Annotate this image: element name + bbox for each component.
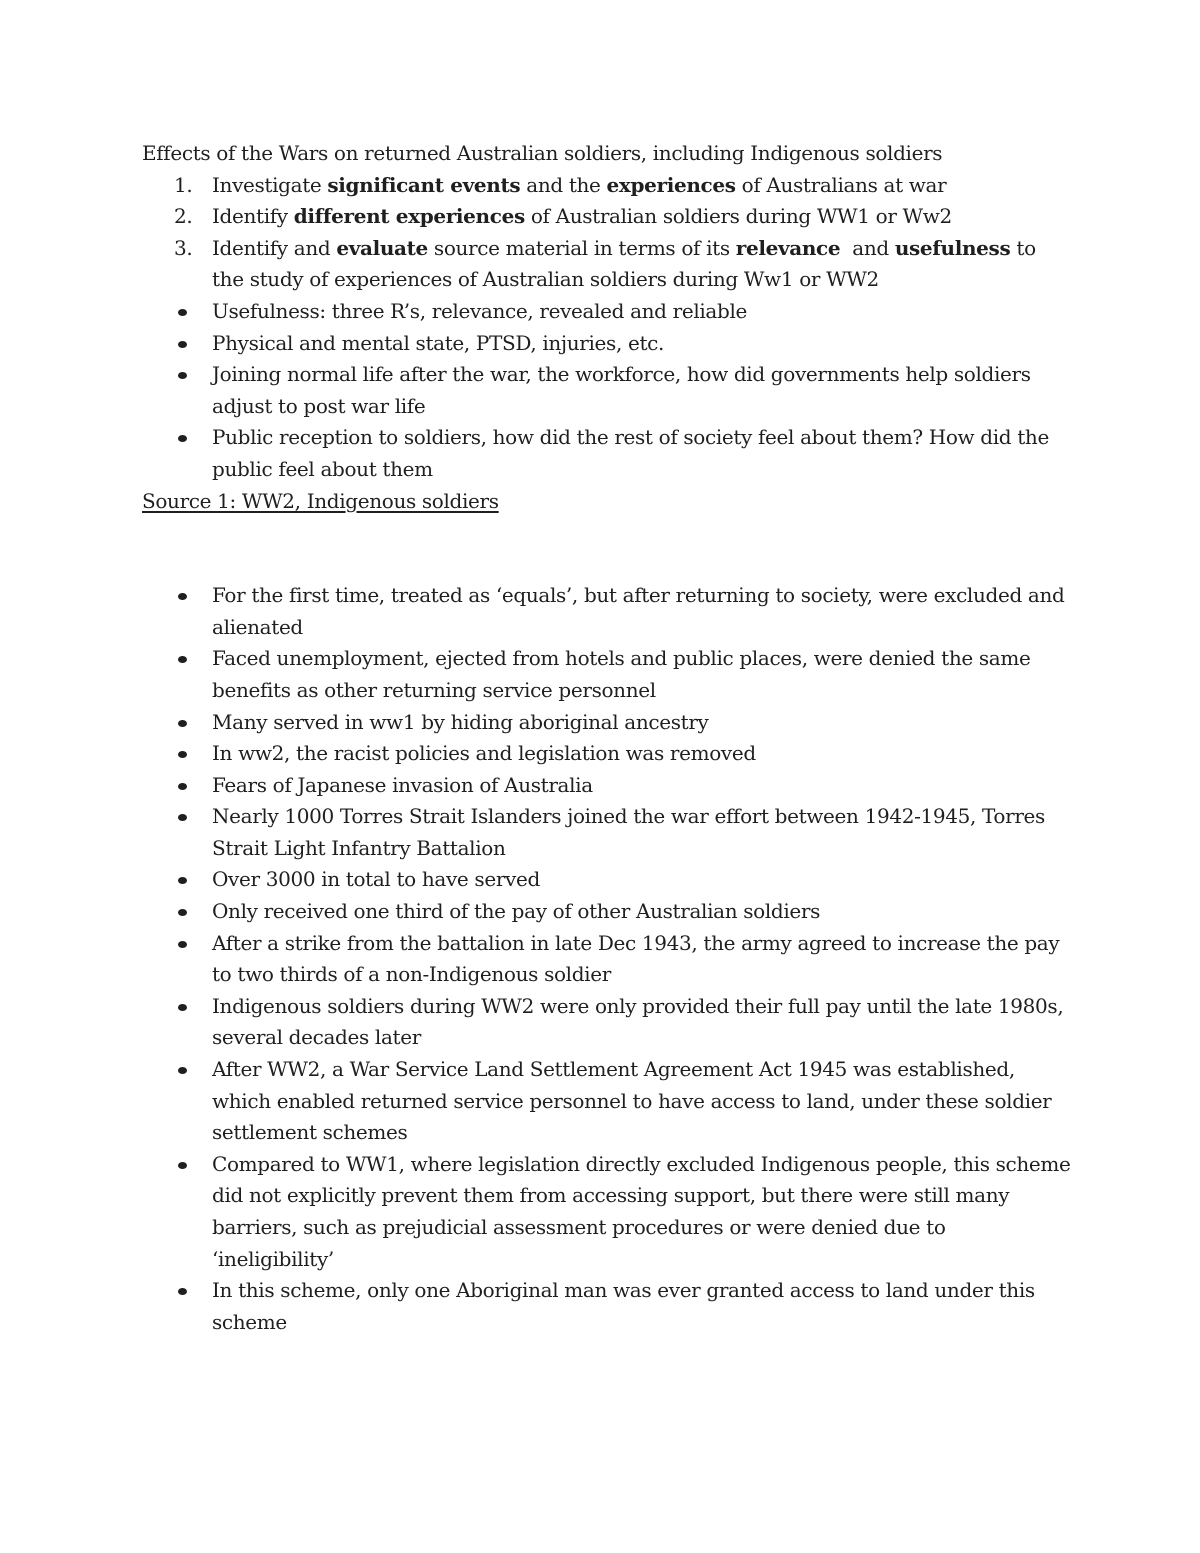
list-number: 3. <box>174 235 193 260</box>
list-item <box>142 1054 1072 1149</box>
text-segment: to the study of experiences of Australian soldiers during Ww1 or WW2 <box>212 235 1036 292</box>
list-item <box>142 801 1072 864</box>
bold-text-segment: different experiences <box>293 204 525 229</box>
bold-text-segment: usefulness <box>894 235 1011 260</box>
bullet-icon <box>178 720 187 727</box>
list-item-text: Compared to WW1, where legislation directly excluded Indigenous people, this scheme did not explicitly prevent them from accessing support, but there were still many barriers, such as prejudicial assessment procedures or were denied due to ‘ineligibility’ <box>212 1151 1071 1271</box>
list-item <box>142 580 1072 643</box>
bullet-icon <box>178 1067 187 1074</box>
list-item-text: Fears of Japanese invasion of Australia <box>212 772 593 797</box>
bullet-icon <box>178 941 187 948</box>
bullet-icon <box>178 1004 187 1011</box>
text-segment: Identify <box>212 204 294 229</box>
list-item-text: Public reception to soldiers, how did the rest of society feel about them? How did the public feel about them <box>212 425 1049 481</box>
source-points-list <box>142 580 1072 1338</box>
bold-text-segment: experiences <box>606 172 736 197</box>
bullet-icon <box>178 372 187 379</box>
focus-points-list <box>142 296 1072 486</box>
list-item <box>142 991 1072 1054</box>
list-item-text: In this scheme, only one Aboriginal man was ever granted access to land under this scheme <box>212 1278 1035 1334</box>
objective-item <box>142 201 1072 233</box>
bullet-icon <box>178 341 187 348</box>
list-item-text: Joining normal life after the war, the workforce, how did governments help soldiers adjust to post war life <box>212 362 1031 418</box>
document-page <box>142 138 1072 1338</box>
blank-space <box>142 517 1072 580</box>
list-item <box>142 328 1072 360</box>
list-item-text: For the first time, treated as ‘equals’, but after returning to society, were excluded and alienated <box>212 583 1065 639</box>
bullet-icon <box>178 1288 187 1295</box>
list-item <box>142 296 1072 328</box>
text-segment: Investigate <box>212 172 328 197</box>
text-segment: and <box>840 235 895 260</box>
bullet-icon <box>178 1162 187 1169</box>
bullet-icon <box>178 435 187 442</box>
list-item <box>142 896 1072 928</box>
list-item <box>142 864 1072 896</box>
list-item-text: Only received one third of the pay of other Australian soldiers <box>212 899 820 924</box>
list-item-text: Many served in ww1 by hiding aboriginal ancestry <box>212 709 709 734</box>
objective-item <box>142 233 1072 296</box>
list-item <box>142 422 1072 485</box>
objective-item <box>142 170 1072 202</box>
list-item-text: Over 3000 in total to have served <box>212 867 540 892</box>
list-item-text: Faced unemployment, ejected from hotels and public places, were denied the same benefits as other returning service personnel <box>212 646 1031 702</box>
text-segment: Identify and <box>212 235 337 260</box>
list-item-text: Physical and mental state, PTSD, injuries, etc. <box>212 330 664 355</box>
list-item-text: After WW2, a War Service Land Settlement Agreement Act 1945 was established, which enabled returned service personnel to have access to land, under these soldier settlement schemes <box>212 1057 1052 1145</box>
list-item <box>142 1149 1072 1275</box>
list-item-text: In ww2, the racist policies and legislation was removed <box>212 741 756 766</box>
list-number: 2. <box>174 204 193 229</box>
bold-text-segment: evaluate <box>336 235 428 260</box>
source-heading: Source 1: WW2, Indigenous soldiers <box>142 488 499 513</box>
list-item-text: Nearly 1000 Torres Strait Islanders joined the war effort between 1942-1945, Torres Strait Light Infantry Battalion <box>212 804 1045 860</box>
document-title: Effects of the Wars on returned Australian soldiers, including Indigenous soldiers <box>142 141 943 165</box>
list-item <box>142 707 1072 739</box>
list-number: 1. <box>174 172 193 197</box>
bullet-icon <box>178 814 187 821</box>
bullet-icon <box>178 593 187 600</box>
list-item <box>142 928 1072 991</box>
list-item <box>142 359 1072 422</box>
text-segment: and the <box>520 172 607 197</box>
text-segment: of Australians at war <box>735 172 947 197</box>
bullet-icon <box>178 783 187 790</box>
list-item <box>142 770 1072 802</box>
list-item <box>142 643 1072 706</box>
bullet-icon <box>178 309 187 316</box>
list-item <box>142 738 1072 770</box>
bold-text-segment: relevance <box>735 235 841 260</box>
bold-text-segment: significant events <box>327 172 521 197</box>
list-item <box>142 1275 1072 1338</box>
list-item-text: Usefulness: three R’s, relevance, revealed and reliable <box>212 298 747 323</box>
bullet-icon <box>178 656 187 663</box>
bullet-icon <box>178 877 187 884</box>
bullet-icon <box>178 909 187 916</box>
list-item-text: After a strike from the battalion in late Dec 1943, the army agreed to increase the pay to two thirds of a non-Indigenous soldier <box>212 930 1060 987</box>
objectives-list <box>142 170 1072 296</box>
text-segment: source material in terms of its <box>427 235 736 260</box>
list-item-text: Indigenous soldiers during WW2 were only provided their full pay until the late 1980s, several decades later <box>212 993 1064 1050</box>
bullet-icon <box>178 751 187 758</box>
text-segment: of Australian soldiers during WW1 or Ww2 <box>524 204 952 229</box>
